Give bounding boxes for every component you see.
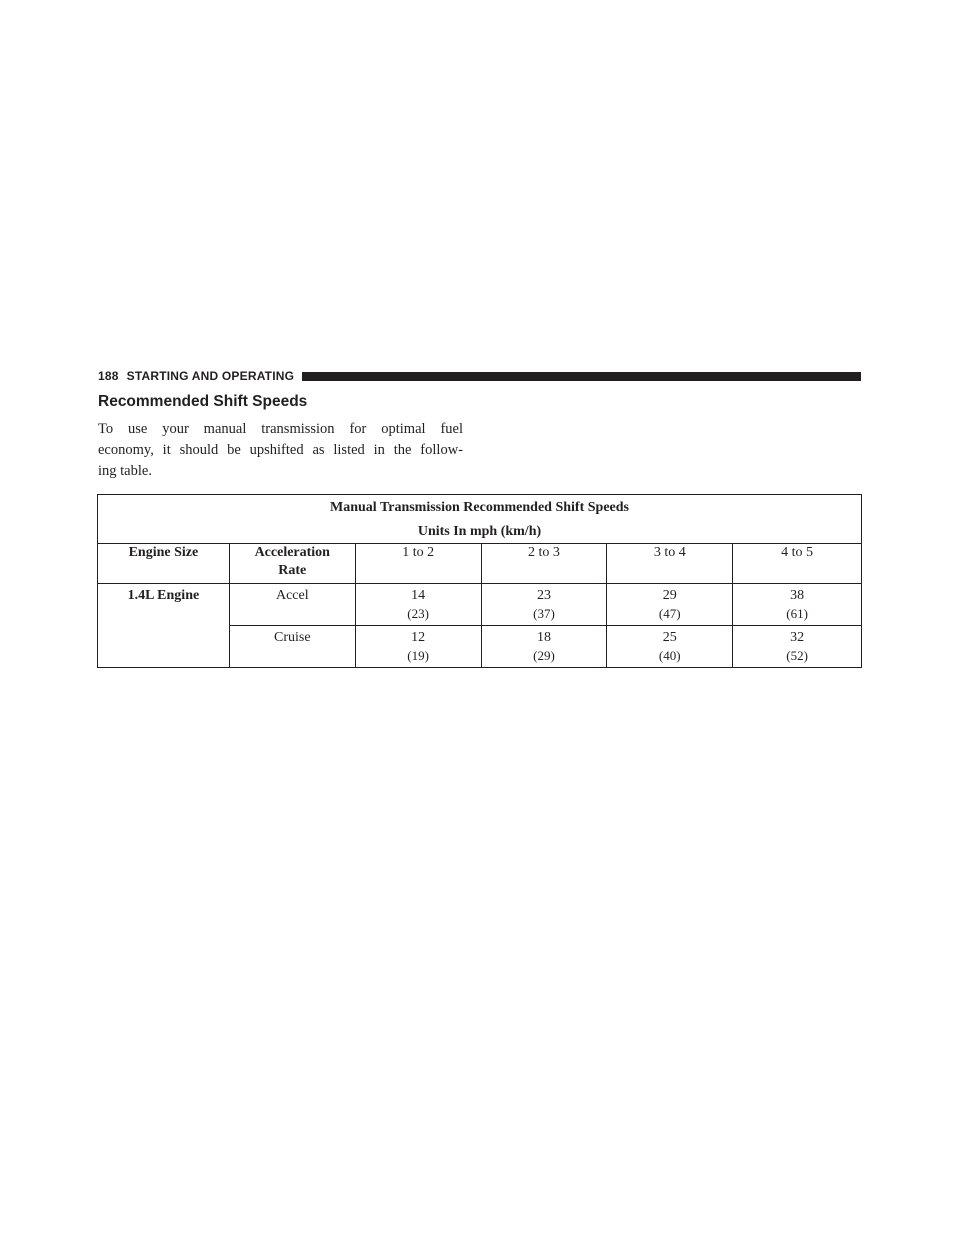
intro-paragraph [98, 419, 463, 482]
speed-cell [733, 584, 862, 626]
paragraph-line: economy, it should be upshifted as listed in the follow- [98, 442, 463, 458]
mph-value: 29 [662, 588, 677, 603]
speed-cell [481, 584, 607, 626]
mph-value: 32 [790, 630, 805, 645]
kmh-value: (37) [533, 606, 555, 621]
kmh-value: (40) [658, 648, 681, 663]
mph-value: 18 [536, 630, 551, 645]
header-accel-line2: Rate [278, 563, 307, 578]
mph-value: 12 [411, 630, 426, 645]
page-number: 188 [98, 369, 119, 383]
table-title: Manual Transmission Recommended Shift Speeds [98, 495, 862, 524]
mph-value: 14 [411, 588, 426, 603]
rate-cell: Accel [229, 584, 355, 626]
table-row [98, 584, 862, 626]
header-accel-line1: Acceleration [254, 545, 330, 560]
speed-cell [607, 626, 733, 668]
speed-cell [481, 626, 607, 668]
header-rule [302, 372, 861, 381]
mph-value: 38 [790, 588, 805, 603]
kmh-value: (29) [533, 648, 555, 663]
section-heading: Recommended Shift Speeds [98, 393, 308, 410]
header-acceleration-rate [229, 544, 355, 584]
shift-speeds-table [97, 494, 862, 668]
kmh-value: (61) [786, 606, 808, 621]
section-title: STARTING AND OPERATING [126, 369, 295, 383]
paragraph-line: ing table. [98, 463, 152, 479]
header-3-to-4: 3 to 4 [607, 544, 733, 584]
header-4-to-5: 4 to 5 [733, 544, 862, 584]
paragraph-line: To use your manual transmission for optimal fuel [98, 421, 463, 437]
speed-cell [355, 584, 481, 626]
speed-cell [355, 626, 481, 668]
speed-cell [607, 584, 733, 626]
header-2-to-3: 2 to 3 [481, 544, 607, 584]
page-header [98, 369, 861, 383]
speed-cell [733, 626, 862, 668]
mph-value: 23 [536, 588, 551, 603]
kmh-value: (19) [407, 648, 429, 663]
mph-value: 25 [662, 630, 677, 645]
table-units: Units In mph (km/h) [98, 523, 862, 544]
engine-size-cell: 1.4L Engine [98, 584, 230, 668]
kmh-value: (23) [407, 606, 429, 621]
kmh-value: (47) [658, 606, 681, 621]
rate-cell: Cruise [229, 626, 355, 668]
kmh-value: (52) [786, 648, 808, 663]
header-engine-size: Engine Size [98, 544, 230, 584]
table-header-row [98, 544, 862, 584]
header-1-to-2: 1 to 2 [355, 544, 481, 584]
